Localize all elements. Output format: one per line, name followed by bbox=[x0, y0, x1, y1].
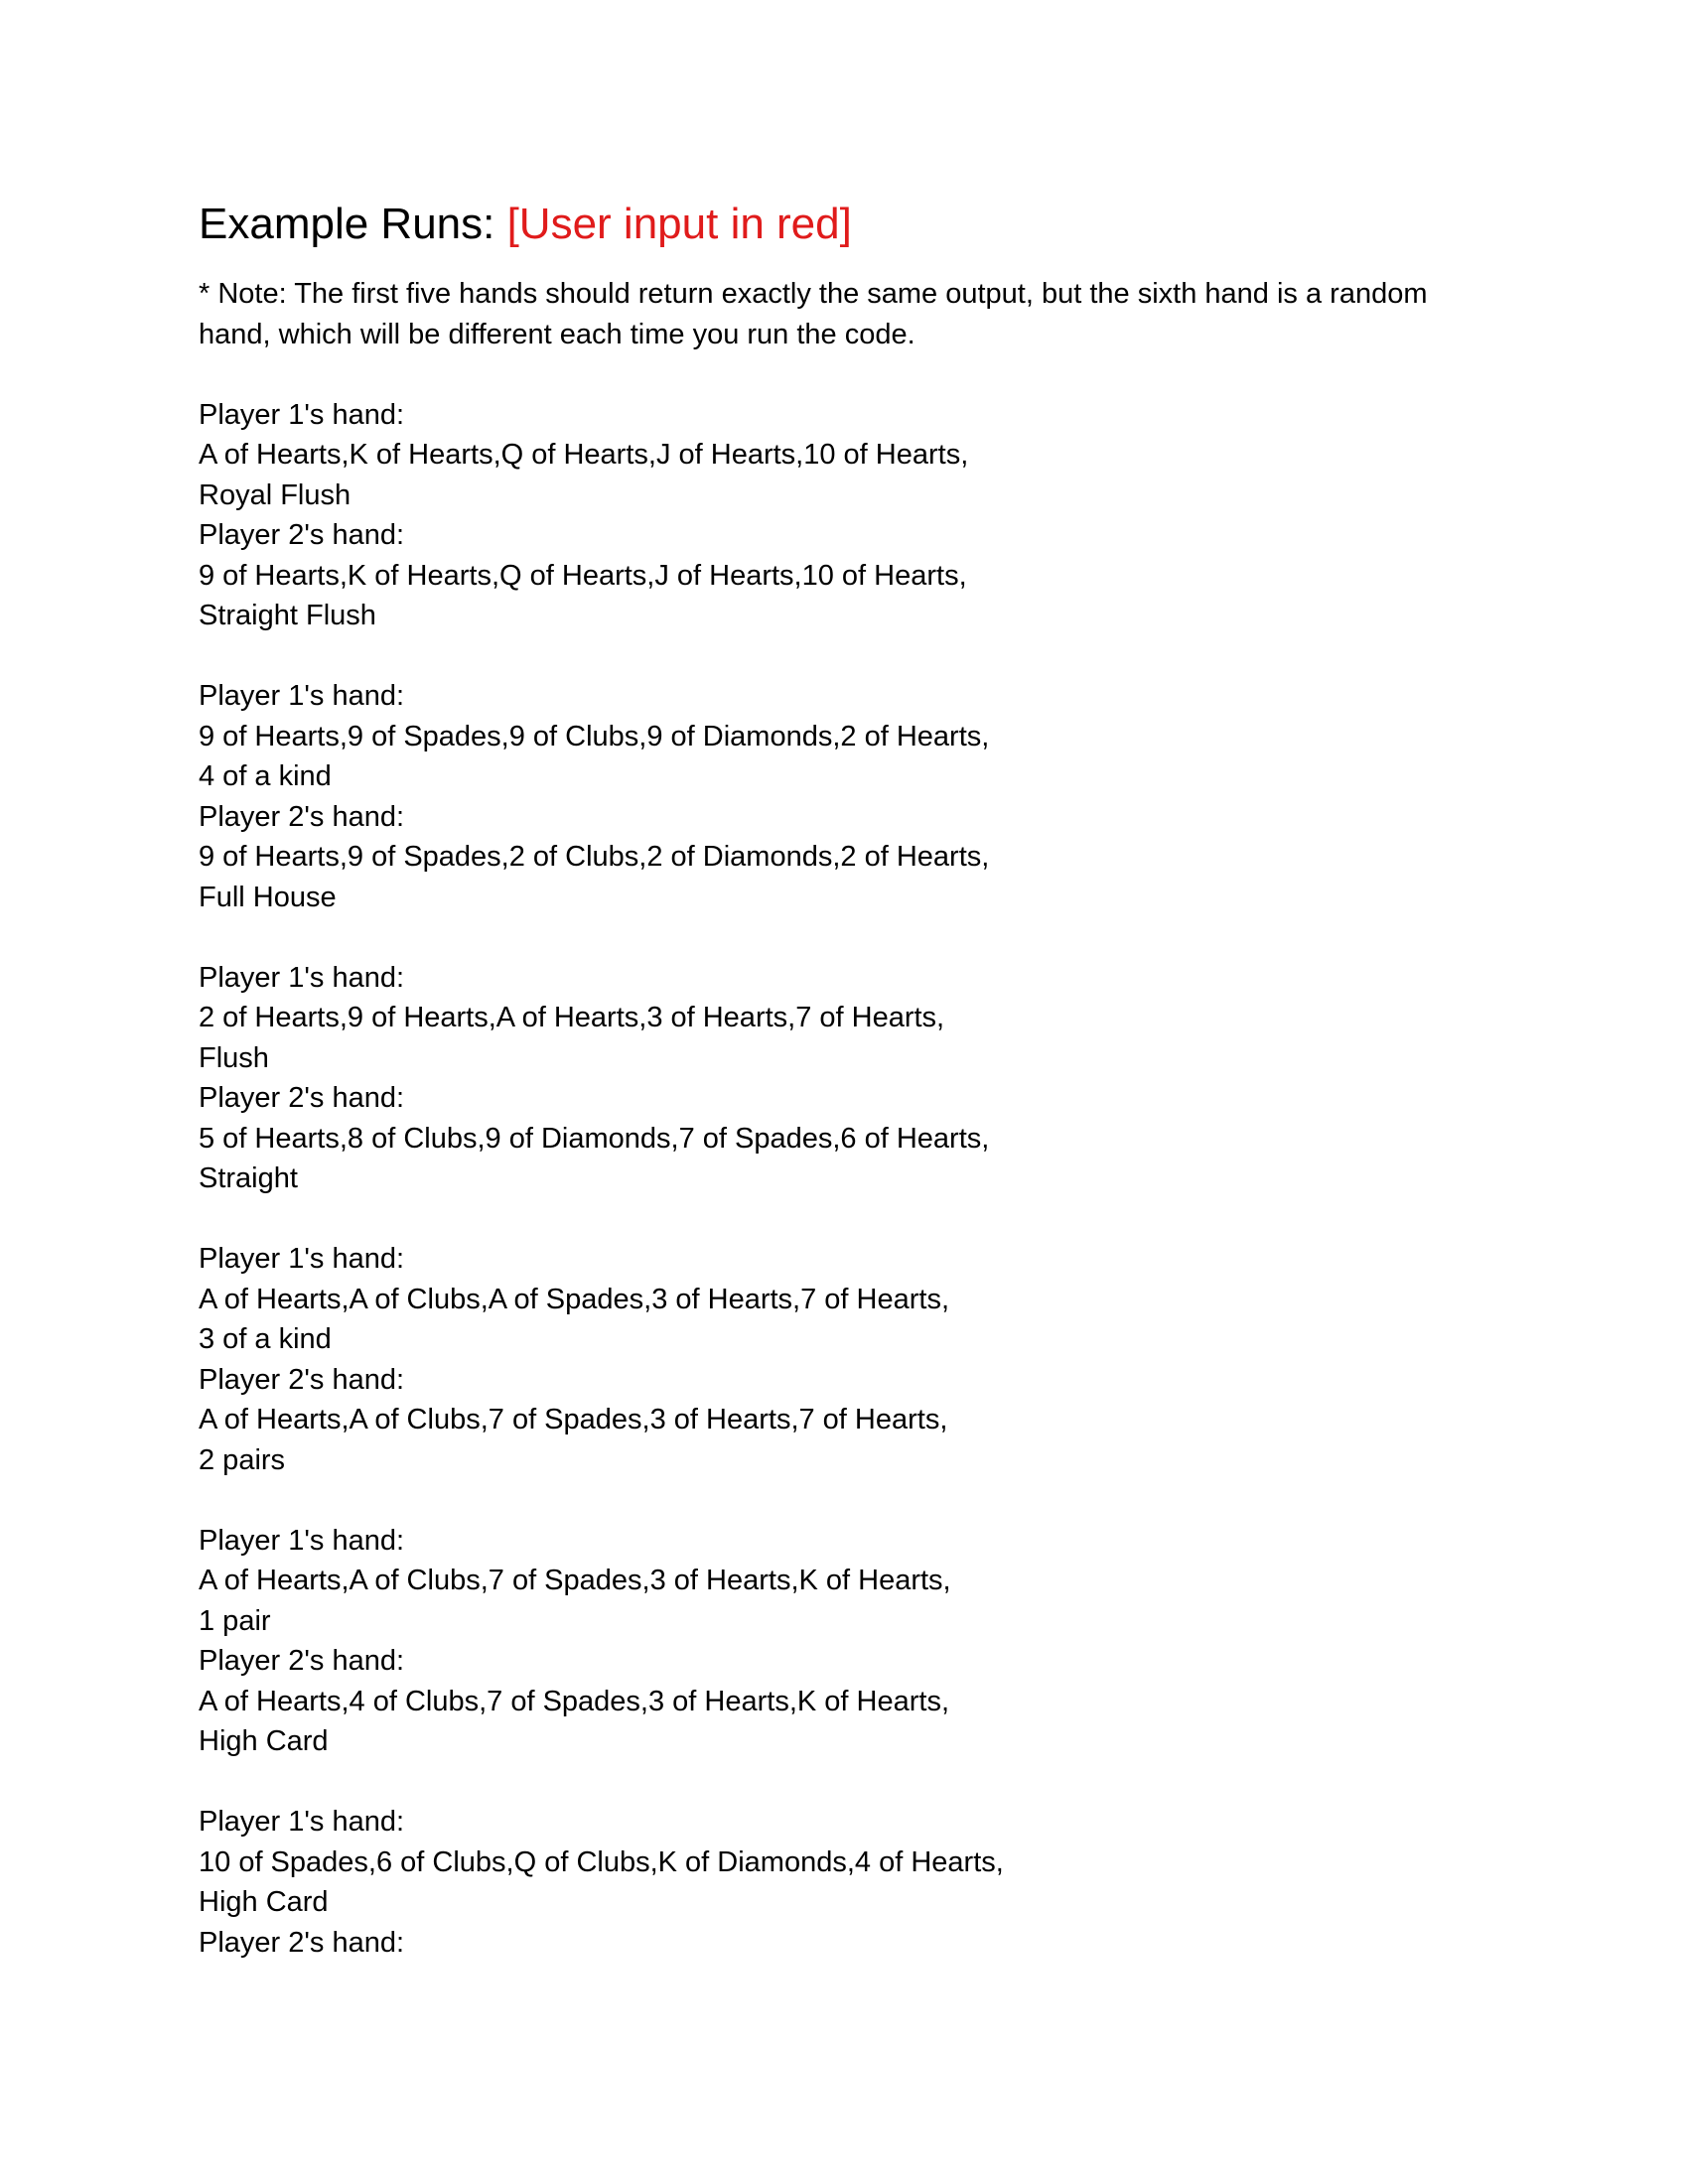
player2-label: Player 2's hand: bbox=[199, 1645, 405, 1677]
player2-cards: A of Hearts,A of Clubs,7 of Spades,3 of Hearts,7 of Hearts, bbox=[199, 1404, 948, 1435]
player1-result: Royal Flush bbox=[199, 478, 352, 511]
example-run-1 bbox=[199, 395, 1489, 636]
player2-result: Straight bbox=[199, 1162, 298, 1194]
player1-cards: 9 of Hearts,9 of Spades,9 of Clubs,9 of Diamonds,2 of Hearts, bbox=[199, 720, 990, 752]
player1-result: 4 of a kind bbox=[199, 760, 332, 792]
player1-label: Player 1's hand: bbox=[199, 1806, 405, 1838]
player2-cards: 9 of Hearts,9 of Spades,2 of Clubs,2 of Diamonds,2 of Hearts, bbox=[199, 841, 990, 873]
player2-label: Player 2's hand: bbox=[199, 519, 405, 551]
player2-label: Player 2's hand: bbox=[199, 1363, 405, 1396]
player1-result: Flush bbox=[199, 1041, 269, 1074]
player1-label: Player 1's hand: bbox=[199, 961, 405, 994]
player1-cards: 10 of Spades,6 of Clubs,Q of Clubs,K of Diamonds,4 of Hearts, bbox=[199, 1845, 1004, 1878]
player1-result: 3 of a kind bbox=[199, 1323, 332, 1355]
player1-cards: 2 of Hearts,9 of Hearts,A of Hearts,3 of Hearts,7 of Hearts, bbox=[199, 1002, 945, 1033]
player1-label: Player 1's hand: bbox=[199, 1524, 405, 1557]
player2-label: Player 2's hand: bbox=[199, 1926, 405, 1959]
player2-result: Full House bbox=[199, 881, 337, 913]
player1-label: Player 1's hand: bbox=[199, 1243, 405, 1275]
player2-cards: 5 of Hearts,8 of Clubs,9 of Diamonds,7 of Spades,6 of Hearts, bbox=[199, 1122, 990, 1155]
title-main: Example Runs: bbox=[199, 200, 507, 248]
player1-result: 1 pair bbox=[199, 1604, 271, 1637]
player1-cards: A of Hearts,K of Hearts,Q of Hearts,J of Hearts,10 of Hearts, bbox=[199, 439, 969, 471]
player2-label: Player 2's hand: bbox=[199, 1082, 405, 1114]
player1-cards: A of Hearts,A of Clubs,7 of Spades,3 of Hearts,K of Hearts, bbox=[199, 1565, 951, 1596]
example-run-4 bbox=[199, 1239, 1489, 1480]
player2-label: Player 2's hand: bbox=[199, 800, 405, 833]
note-paragraph: * Note: The first five hands should return exactly the same output, but the sixth hand is a random hand, which will be different each time you run the code. bbox=[199, 278, 1428, 350]
player2-result: High Card bbox=[199, 1725, 329, 1757]
example-run-6 bbox=[199, 1802, 1489, 1963]
player1-result: High Card bbox=[199, 1886, 329, 1918]
player1-label: Player 1's hand: bbox=[199, 680, 405, 712]
player2-cards: A of Hearts,4 of Clubs,7 of Spades,3 of Hearts,K of Hearts, bbox=[199, 1685, 949, 1717]
example-runs bbox=[199, 395, 1489, 1964]
example-run-5 bbox=[199, 1521, 1489, 1762]
player2-result: Straight Flush bbox=[199, 600, 376, 631]
example-run-3 bbox=[199, 958, 1489, 1199]
player1-label: Player 1's hand: bbox=[199, 398, 405, 431]
title-highlight: [User input in red] bbox=[506, 200, 852, 248]
player2-result: 2 pairs bbox=[199, 1443, 286, 1476]
example-run-2 bbox=[199, 676, 1489, 917]
document-page bbox=[199, 195, 1489, 2003]
page-title bbox=[199, 195, 1489, 254]
player1-cards: A of Hearts,A of Clubs,A of Spades,3 of Hearts,7 of Hearts, bbox=[199, 1283, 950, 1315]
player2-cards: 9 of Hearts,K of Hearts,Q of Hearts,J of Hearts,10 of Hearts, bbox=[199, 559, 967, 592]
